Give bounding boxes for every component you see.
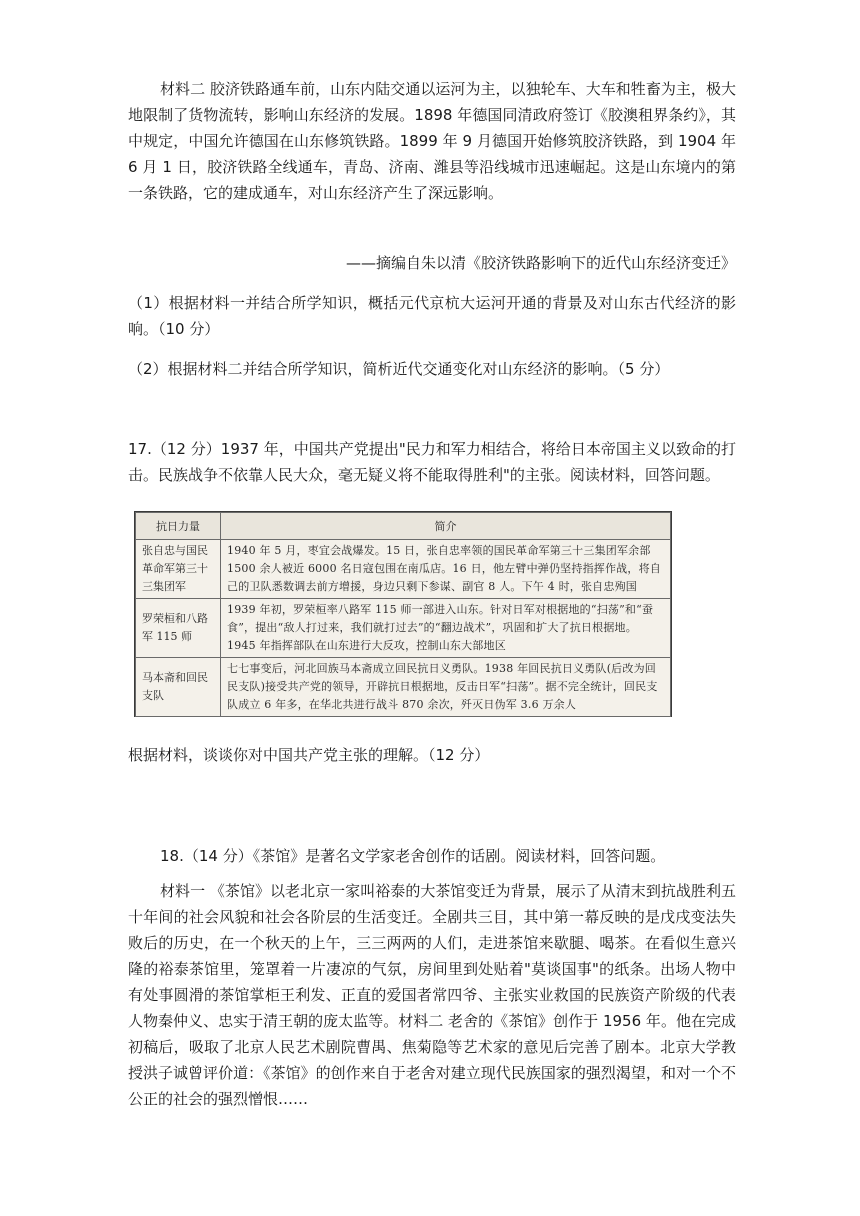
forces-table — [135, 512, 671, 717]
table-header-force: 抗日力量 — [136, 513, 221, 540]
table-cell-intro: 1940 年 5 月，枣宜会战爆发。15 日，张自忠率领的国民革命军第三十三集团军余部 1500 余人被近 6000 名日寇包围在南瓜店。16 日，他左臂中弹仍坚持指挥作战，将自己的卫队悉数调去前方增援，身边只剩下参谋、副官 8 人。下午 4 时，张自忠殉国 — [221, 540, 671, 599]
table-cell-force: 马本斋和回民支队 — [136, 658, 221, 717]
table-cell-intro: 1939 年初，罗荣桓率八路军 115 师一部进入山东。针对日军对根据地的“扫荡”和“蚕食”，提出“敌人打过来，我们就打过去”的“翻边战术”，巩固和扩大了抗日根据地。1945 年指挥部队在山东进行大反攻，控制山东大部地区 — [221, 599, 671, 658]
table-cell-force: 张自忠与国民革命军第三十三集团军 — [136, 540, 221, 599]
table-row — [136, 540, 671, 599]
question-17-task: 根据材料，谈谈你对中国共产党主张的理解。（12 分） — [128, 746, 490, 764]
table-cell-force: 罗荣桓和八路军 115 师 — [136, 599, 221, 658]
anti-japanese-forces-table — [134, 511, 672, 717]
question-17-stem: 17.（12 分）1937 年，中国共产党提出"民力和军力相结合，将给日本帝国主义以致命的打击。民族战争不依靠人民大众，毫无疑义将不能取得胜利"的主张。阅读材料，回答问题。 — [128, 440, 736, 484]
table-header-row — [136, 513, 671, 540]
table-cell-intro: 七七事变后，河北回族马本斋成立回民抗日义勇队。1938 年回民抗日义勇队(后改为回民支队)接受共产党的领导，开辟抗日根据地，反击日军“扫荡”。据不完全统计，回民支队成立 6 年多，在华北共进行战斗 870 余次，歼灭日伪军 3.6 万余人 — [221, 658, 671, 717]
table-row — [136, 658, 671, 717]
question-18-material: 材料一 《茶馆》以老北京一家叫裕泰的大茶馆变迁为背景，展示了从清末到抗战胜利五十年间的社会风貌和社会各阶层的生活变迁。全剧共三目，其中第一幕反映的是戊戌变法失败后的历史，在一个秋天的上午，三三两两的人们，走进茶馆来歇腿、喝茶。在看似生意兴隆的裕泰茶馆里，笼罩着一片凄凉的气氛，房间里到处贴着"莫谈国事"的纸条。出场人物中有处事圆滑的茶馆掌柜王利发、正直的爱国者常四爷、主张实业救国的民族资产阶级的代表人物秦仲义、忠实于清王朝的庞太监等。材料二 老舍的《茶馆》创作于 1956 年。他在完成初稿后，吸取了北京人民艺术剧院曹禺、焦菊隐等艺术家的意见后完善了剧本。北京大学教授洪子诚曾评价道：《茶馆》的创作来自于老舍对建立现代民族国家的强烈渴望，和对一个不公正的社会的强烈憎恨…… — [128, 882, 736, 1108]
question-16-part-2: （2）根据材料二并结合所学知识，简析近代交通变化对山东经济的影响。（5 分） — [128, 360, 670, 378]
material-2-paragraph: 材料二 胶济铁路通车前，山东内陆交通以运河为主，以独轮车、大车和牲畜为主，极大地限制了货物流转，影响山东经济的发展。1898 年德国同清政府签订《胶澳租界条约》，其中规定，中国允许德国在山东修筑铁路。1899 年 9 月德国开始修筑胶济铁路，到 1904 年 6 月 1 日，胶济铁路全线通车，青岛、济南、潍县等沿线城市迅速崛起。这是山东境内的第一条铁路，它的建成通车，对山东经济产生了深远影响。 — [128, 80, 736, 202]
question-18-stem: 18.（14 分）《茶馆》是著名文学家老舍创作的话剧。阅读材料，回答问题。 — [160, 847, 666, 865]
table-row — [136, 599, 671, 658]
question-16-part-1: （1）根据材料一并结合所学知识，概括元代京杭大运河开通的背景及对山东古代经济的影响。（10 分） — [128, 294, 736, 338]
table-header-intro: 简介 — [221, 513, 671, 540]
material-2-source: ——摘编自朱以清《胶济铁路影响下的近代山东经济变迁》 — [345, 254, 736, 272]
